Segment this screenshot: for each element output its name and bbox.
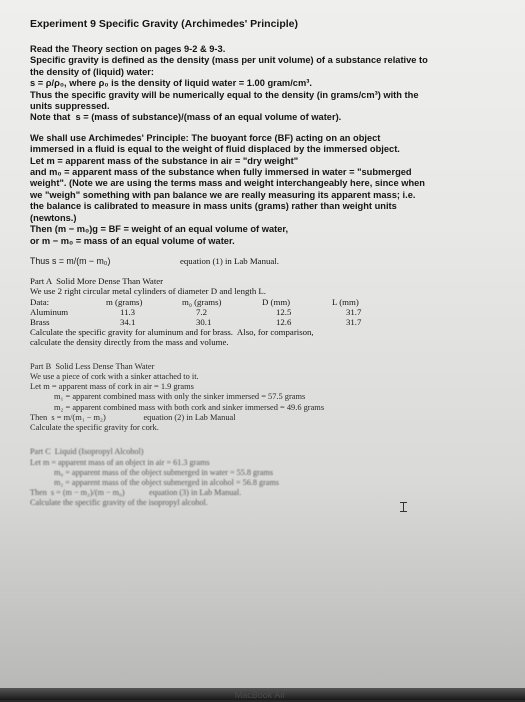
intro-line: units suppressed. [30,101,110,112]
part-b-line: Let m = apparent mass of cork in air = 1.9 grams [30,382,194,392]
archimedes-line: weight". (Note we are using the terms mass and weight interchangeably here, since when [30,178,425,189]
part-b-line: Calculate the specific gravity for cork. [30,423,159,433]
table-cell: 11.3 [120,306,136,317]
part-b-section [30,362,495,433]
bezel-label: MacBook Air [234,690,286,700]
intro-line: Read the Theory section on pages 9-2 & 9-3. [30,44,226,54]
table-cell: 7.2 [196,306,207,317]
part-c-line: Then s = (m − m₂)/(m − m₀) equation (3) in Lab Manual. [30,488,242,498]
table-cell: 30.1 [196,316,212,327]
part-c-line: m₀ = apparent mass of the object submerged in water = 55.8 grams [54,467,274,477]
page-title: Experiment 9 Specific Gravity (Archimedes' Principle) [30,18,299,30]
archimedes-line: the balance is calibrated to measure in mass units (grams) rather than weight units [30,201,397,212]
table-cell: 12.5 [276,306,292,317]
table-cell: Aluminum [30,306,69,317]
archimedes-line: or m − m₀ = mass of an equal volume of water. [30,235,235,246]
archimedes-section [30,133,495,247]
table-header-cell: Data: [30,296,50,307]
part-c-section [30,447,495,508]
table-header-cell: L (mm) [332,296,359,307]
laptop-bezel [0,688,525,700]
table-header-cell: m₀ (grams) [182,296,222,307]
part-b-line: Then s = m/(m₁ − m₂) equation (2) in Lab Manual [30,412,236,422]
table-header-row [30,297,361,307]
equation-formula: Thus s = m/(m − m₀) [30,255,111,266]
table-cell: 31.7 [346,306,362,317]
part-a-heading: Part A Solid More Dense Than Water [30,275,164,286]
archimedes-line: and m₀ = apparent mass of the substance when fully immersed in water = "submerged [30,167,412,178]
part-a-description: We use 2 right circular metal cylinders of diameter D and length L. [30,286,266,297]
part-a-section [30,276,495,348]
archimedes-line: we "weigh" something with pan balance we are really measuring its apparent mass; i.e. [30,189,416,200]
table-cell: 34.1 [120,316,136,327]
part-a-instruction: calculate the density directly from the mass and volume. [30,337,229,348]
part-b-line: We use a piece of cork with a sinker attached to it. [30,372,199,382]
archimedes-line: immersed in a fluid is equal to the weight of fluid displaced by the immersed object. [30,144,400,155]
equation-line [30,256,495,267]
archimedes-line: (newtons.) [30,212,77,223]
table-row [30,317,361,327]
part-c-line: Let m = apparent mass of an object in air = 61.3 grams [30,457,210,467]
part-c-heading: Part C Liquid (Isopropyl Alcohol) [30,447,144,457]
archimedes-line: We shall use Archimedes' Principle: The buoyant force (BF) acting on an object [30,132,381,143]
intro-line: s = ρ/ρ₀, where ρ₀ is the density of liquid water = 1.00 gram/cm³. [30,78,312,89]
table-cell: 12.6 [276,316,292,327]
part-c-line: m₂ = apparent mass of the object submerged in alcohol = 56.8 grams [54,477,279,487]
table-row [30,307,361,317]
intro-line: Note that s = (mass of substance)/(mass of an equal volume of water). [30,112,342,123]
archimedes-line: Let m = apparent mass of the substance in air = "dry weight" [30,155,299,166]
part-b-line: m₂ = apparent combined mass with both cork and sinker immersed = 49.6 grams [54,402,325,412]
intro-line: the density of (liquid) water: [30,66,154,77]
part-a-data-table [30,297,361,327]
equation-reference: equation (1) in Lab Manual. [180,255,279,266]
intro-section [30,44,495,124]
part-b-line: m₁ = apparent combined mass with only the sinker immersed = 57.5 grams [54,392,306,402]
part-c-line: Calculate the specific gravity of the isopropyl alcohol. [30,498,208,508]
text-cursor-icon [403,502,410,512]
table-header-cell: D (mm) [262,296,291,307]
part-a-instruction: Calculate the specific gravity for aluminum and for brass. Also, for comparison, [30,326,314,337]
table-cell: Brass [30,316,50,327]
intro-line: Specific gravity is defined as the density (mass per unit volume) of a substance relative to [30,55,428,66]
table-header-cell: m (grams) [106,296,143,307]
archimedes-line: Then (m − m₀)g = BF = weight of an equal volume of water, [30,224,289,235]
table-cell: 31.7 [346,316,362,327]
part-b-heading: Part B Solid Less Dense Than Water [30,361,155,371]
intro-line: Thus the specific gravity will be numerically equal to the density (in grams/cm³) with the [30,89,419,100]
